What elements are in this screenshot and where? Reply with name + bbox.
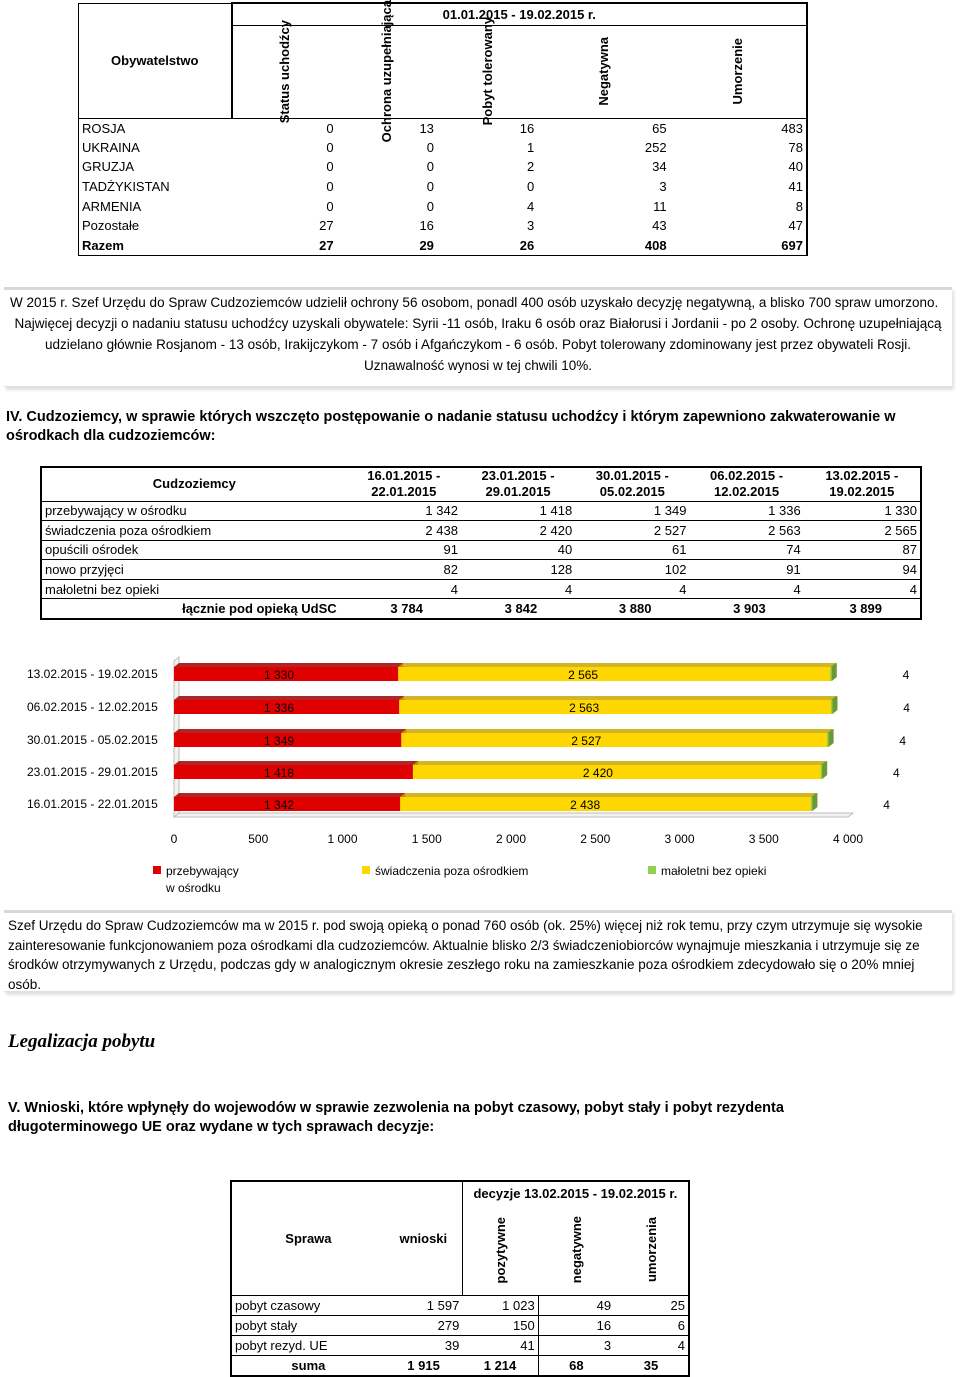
x-tick-label: 2 500	[580, 832, 611, 846]
bar-segment	[821, 765, 823, 779]
data-label: 1 336	[263, 701, 295, 715]
decisions-by-citizenship-table	[78, 2, 808, 256]
value-cell: 13	[419, 120, 434, 136]
value-cell: 87	[902, 542, 917, 558]
applications-header: wnioski	[399, 1231, 448, 1246]
citizenship-header: Obywatelstwo	[79, 3, 232, 118]
table-row	[231, 1316, 689, 1336]
value-cell: 41	[462, 1336, 538, 1356]
value-cell: 39	[444, 1338, 460, 1353]
value-cell: 8	[670, 196, 807, 216]
row-label: nowo przyjęci	[45, 562, 124, 578]
data-label: 1 349	[263, 734, 295, 748]
value-cell: 16	[419, 218, 434, 234]
data-label: 4	[902, 668, 910, 682]
summary-line: udzielano głównie Rosjanom - 13 osób, Irakijczykom - 7 osób i Afgańczykom - 6 osób. Pobyt tolerowany zdominowany jest przez obywateli Rosji.	[45, 337, 911, 352]
row-label: Razem	[79, 236, 232, 256]
legend-label: przebywający	[166, 864, 239, 878]
bar-segment	[831, 700, 833, 714]
data-label: 1 342	[263, 798, 295, 812]
legend-swatch	[153, 866, 161, 874]
summary-line: W 2015 r. Szef Urzędu do Spraw Cudzoziemców udzielił ochrony 56 osobom, ponadl 400 osób uzyskało decyzję negatywną, a blisko 700 spraw umorzono.	[10, 295, 939, 310]
value-cell: 27	[319, 218, 334, 234]
legend-label: małoletni bez opieki	[661, 864, 767, 878]
value-cell: 74	[786, 542, 801, 558]
value-cell: 252	[644, 139, 667, 155]
value-cell: 16	[519, 120, 535, 136]
decisions-period-header: decyzje 13.02.2015 - 19.02.2015 r.	[462, 1181, 689, 1205]
value-cell: 1	[527, 139, 535, 155]
row-label: opuścili ośrodek	[45, 542, 139, 558]
section-heading-v: V. Wnioski, które wpłynęły do wojewodów w sprawie zezwolenia na pobyt czasowy, pobyt stały i pobyt rezydenta długoterminowego UE oraz wydane w tych sprawach decyzje:	[8, 1100, 784, 1135]
col-negative: Negatywna	[595, 37, 611, 106]
category-label: 16.01.2015 - 22.01.2015	[27, 797, 158, 811]
value-cell: 0	[426, 159, 434, 175]
col-header	[437, 17, 537, 126]
foreigners-in-centres-table	[40, 466, 922, 620]
value-cell: 34	[652, 159, 667, 175]
bar-segment	[811, 797, 813, 811]
period-header: 23.01.2015 - 29.01.2015	[481, 468, 555, 500]
summary-box-care	[4, 910, 952, 992]
value-cell: 94	[902, 562, 917, 578]
value-cell: 82	[443, 562, 458, 578]
value-cell: 2 565	[884, 522, 917, 538]
value-cell: 1 349	[653, 503, 687, 519]
table-row	[231, 1336, 689, 1356]
value-cell: 0	[326, 179, 334, 195]
table-total-row	[41, 599, 921, 619]
value-cell: 0	[527, 179, 535, 195]
period-header: 13.02.2015 - 19.02.2015	[825, 468, 899, 500]
value-cell: 102	[664, 562, 687, 578]
value-cell: 11	[653, 198, 667, 214]
x-tick-label: 0	[170, 832, 178, 846]
value-cell: 41	[670, 177, 807, 197]
data-label: 2 527	[571, 734, 602, 748]
value-cell: 3 784	[390, 601, 423, 617]
col-header	[232, 19, 337, 124]
value-cell: 91	[786, 562, 801, 578]
table-row	[79, 118, 808, 138]
period-header: 30.01.2015 - 05.02.2015	[595, 468, 669, 500]
category-label: 13.02.2015 - 19.02.2015	[27, 667, 158, 681]
period-header: 06.02.2015 - 12.02.2015	[710, 468, 784, 500]
value-cell: 0	[326, 120, 334, 136]
value-cell: 150	[462, 1316, 538, 1336]
x-tick-label: 4 000	[832, 832, 864, 846]
table-total-row	[231, 1356, 689, 1376]
summary-line: Uznawalność wynosi w tej chwili 10%.	[363, 358, 593, 373]
row-label: ARMENIA	[79, 196, 232, 216]
data-label: 4	[883, 798, 890, 812]
value-cell: 1 342	[425, 503, 458, 519]
value-cell: 4	[679, 581, 687, 597]
value-cell: 0	[426, 179, 434, 195]
x-tick-label: 1 000	[327, 832, 358, 846]
value-cell: 3 842	[504, 601, 538, 617]
value-cell: 65	[652, 120, 667, 136]
bar-segment	[830, 667, 832, 681]
summary-line: Szef Urzędu do Spraw Cudzoziemców ma w 2015 r. pod swoją opieką o ponad 760 osób (ok. 25%) więcej niż rok temu, przy czym utrzymuje się wysokie	[8, 918, 923, 933]
bar-top-face	[413, 761, 826, 765]
data-label: 2 438	[570, 798, 601, 812]
row-label: TADŻYKISTAN	[79, 177, 232, 197]
residence-permits-table	[230, 1180, 690, 1377]
bar-segment	[399, 700, 831, 714]
accommodation-chart-svg	[0, 655, 960, 905]
table-row	[79, 138, 808, 158]
table-row	[41, 540, 921, 560]
table-row	[231, 1296, 689, 1316]
value-cell: 0	[326, 159, 334, 175]
value-cell: 4	[564, 581, 573, 597]
section-title-legalization: Legalizacja pobytu	[8, 1031, 156, 1052]
row-label: pobyt stały	[235, 1318, 298, 1333]
value-cell: 40	[557, 542, 573, 558]
data-label: 2 565	[568, 668, 599, 682]
bar-top-face	[174, 729, 406, 733]
value-cell: 279	[437, 1318, 460, 1333]
case-header: Sprawa	[285, 1231, 332, 1246]
value-cell: 0	[326, 139, 334, 155]
table-total-row	[79, 236, 808, 256]
value-cell: 4	[793, 581, 801, 597]
bar-top-face	[398, 663, 835, 667]
category-label: 30.01.2015 - 05.02.2015	[27, 733, 158, 747]
legend-swatch	[648, 866, 656, 874]
bar-top-face	[174, 663, 403, 667]
data-label: 1 418	[263, 766, 295, 780]
col-positive: pozytywne	[493, 1216, 509, 1284]
legend-swatch	[362, 866, 370, 874]
bar-top-face	[399, 696, 836, 700]
value-cell: 0	[326, 198, 334, 214]
value-cell: 3 880	[618, 601, 652, 617]
value-cell: 1 418	[539, 503, 573, 519]
table-row	[41, 521, 921, 541]
value-cell: 78	[670, 138, 807, 158]
accommodation-chart	[0, 655, 960, 905]
value-cell: 91	[443, 542, 458, 558]
x-tick-label: 1 500	[411, 832, 442, 846]
value-cell: 1 597	[426, 1298, 460, 1313]
bar-top-face	[174, 761, 418, 765]
col-negative: negatywne	[568, 1216, 584, 1284]
row-label: pobyt rezyd. UE	[235, 1338, 328, 1353]
bar-top-face	[400, 793, 816, 797]
value-cell: 43	[652, 218, 667, 234]
data-label: 2 563	[569, 701, 600, 715]
value-cell: 3	[527, 218, 535, 234]
bar-segment	[401, 733, 827, 747]
value-cell: 40	[670, 157, 807, 177]
col-header	[538, 1205, 614, 1296]
row-label: suma	[291, 1357, 326, 1373]
value-cell: 3	[603, 1338, 612, 1353]
value-cell: 3	[659, 179, 667, 195]
value-cell: 29	[337, 236, 437, 256]
col-header	[670, 25, 807, 118]
value-cell: 4	[527, 198, 535, 214]
value-cell: 35	[643, 1357, 659, 1373]
value-cell: 68	[569, 1357, 584, 1373]
col-header	[614, 1205, 689, 1296]
section-heading-iv: IV. Cudzoziemcy, w sprawie których wszczęto postępowanie o nadanie statusu uchodźcy i którym zapewniono zakwaterowanie w ośrodkach dla cudzoziemców:	[6, 409, 896, 444]
value-cell: 128	[550, 562, 573, 578]
summary-line: zainteresowanie funkcjonowaniem poza ośrodkami dla cudzoziemców. Aktualnie blisko 2/3 świadczeniobiorców wynajmuje mieszkania i utrzymuje się ze	[8, 937, 920, 953]
row-label: Pozostałe	[79, 216, 232, 236]
row-label: przebywający w ośrodku	[45, 503, 187, 519]
value-cell: 4	[909, 581, 917, 597]
value-cell: 16	[596, 1318, 612, 1333]
data-label: 2 420	[582, 766, 613, 780]
value-cell: 27	[232, 236, 337, 256]
value-cell: 47	[670, 216, 807, 236]
col-subsidiary: Ochrona uzupełniająca	[379, 0, 395, 143]
row-label: małoletni bez opieki	[45, 581, 160, 597]
bar-segment	[827, 733, 829, 747]
row-label: pobyt czasowy	[235, 1298, 321, 1313]
x-tick-label: 2 000	[495, 832, 527, 846]
value-cell: 483	[670, 118, 807, 138]
bar-top-face	[174, 793, 405, 797]
category-label: 06.02.2015 - 12.02.2015	[27, 700, 158, 714]
col-tolerated: Pobyt tolerowany	[479, 17, 495, 126]
value-cell: 2 527	[653, 522, 687, 538]
value-cell: 1 023	[462, 1296, 538, 1316]
value-cell: 2 563	[768, 522, 801, 538]
table-row	[41, 501, 921, 521]
period-header: 01.01.2015 - 19.02.2015 r.	[232, 3, 808, 25]
col-header	[462, 1205, 538, 1296]
value-cell: 1 330	[884, 503, 917, 519]
data-label: 4	[893, 766, 900, 780]
value-cell: 1 214	[462, 1356, 538, 1376]
value-cell: 697	[670, 236, 807, 256]
value-cell: 0	[426, 198, 434, 214]
table-row	[79, 177, 808, 197]
chart-floor	[174, 813, 853, 817]
row-label: UKRAINA	[79, 138, 232, 158]
foreigners-header: Cudzoziemcy	[152, 476, 236, 492]
legend-label: świadczenia poza ośrodkiem	[375, 864, 529, 878]
category-label: 23.01.2015 - 29.01.2015	[27, 765, 158, 779]
bar-segment	[400, 797, 811, 811]
bar-segment	[413, 765, 821, 779]
data-label: 4	[899, 734, 907, 748]
period-header: 16.01.2015 - 22.01.2015	[367, 468, 441, 500]
bar-top-face	[401, 729, 832, 733]
bar-segment	[398, 667, 830, 681]
col-status: Status uchodźcy	[277, 19, 293, 124]
legend-label: w ośrodku	[166, 881, 221, 895]
value-cell: 4	[677, 1338, 685, 1353]
col-header	[537, 25, 669, 118]
data-label: 4	[903, 701, 910, 715]
x-tick-label: 500	[248, 832, 269, 846]
value-cell: 2 438	[425, 522, 458, 538]
row-label: GRUZJA	[79, 157, 232, 177]
bar-top-face	[174, 696, 404, 700]
value-cell: 6	[677, 1318, 685, 1333]
x-tick-label: 3 500	[748, 832, 779, 846]
value-cell: 25	[670, 1298, 685, 1313]
table-row	[41, 560, 921, 580]
x-tick-label: 3 000	[664, 832, 695, 846]
value-cell: 1 915	[407, 1357, 440, 1373]
value-cell: 3 899	[849, 601, 882, 617]
value-cell: 61	[671, 542, 687, 558]
value-cell: 408	[537, 236, 669, 256]
row-label: świadczenia poza ośrodkiem	[45, 522, 212, 538]
value-cell: 26	[437, 236, 537, 256]
summary-line: środków otrzymywanych z Urzędu, podczas gdy w analogicznym okresie zeszłego roku na zamieszkanie poza ośrodkiem zdecydowało się o 20% mniej osób.	[8, 957, 915, 992]
summary-line: Najwięcej decyzji o nadaniu statusu uchodźcy uzyskali obywatele: Syrii -11 osób, Iraku 6 osób oraz Białorusi i Jordanii - po 2 osoby. Ochronę uzupełniającą	[14, 316, 942, 331]
data-label: 1 330	[263, 668, 295, 682]
value-cell: 1 336	[768, 503, 801, 519]
col-discontinued: Umorzenie	[730, 38, 746, 105]
value-cell: 49	[596, 1298, 612, 1313]
table-row	[79, 157, 808, 177]
value-cell: 2 420	[539, 522, 573, 538]
value-cell: 4	[450, 581, 458, 597]
table-row	[79, 216, 808, 236]
row-label: łącznie pod opieką UdSC	[182, 601, 337, 617]
value-cell: 3 903	[733, 601, 766, 617]
row-label: ROSJA	[79, 118, 232, 138]
summary-box-protection	[4, 287, 952, 387]
value-cell: 0	[426, 139, 434, 155]
value-cell: 2	[527, 159, 535, 175]
col-discontinued: umorzenia	[643, 1217, 659, 1283]
table-row	[79, 196, 808, 216]
table-row	[41, 579, 921, 599]
